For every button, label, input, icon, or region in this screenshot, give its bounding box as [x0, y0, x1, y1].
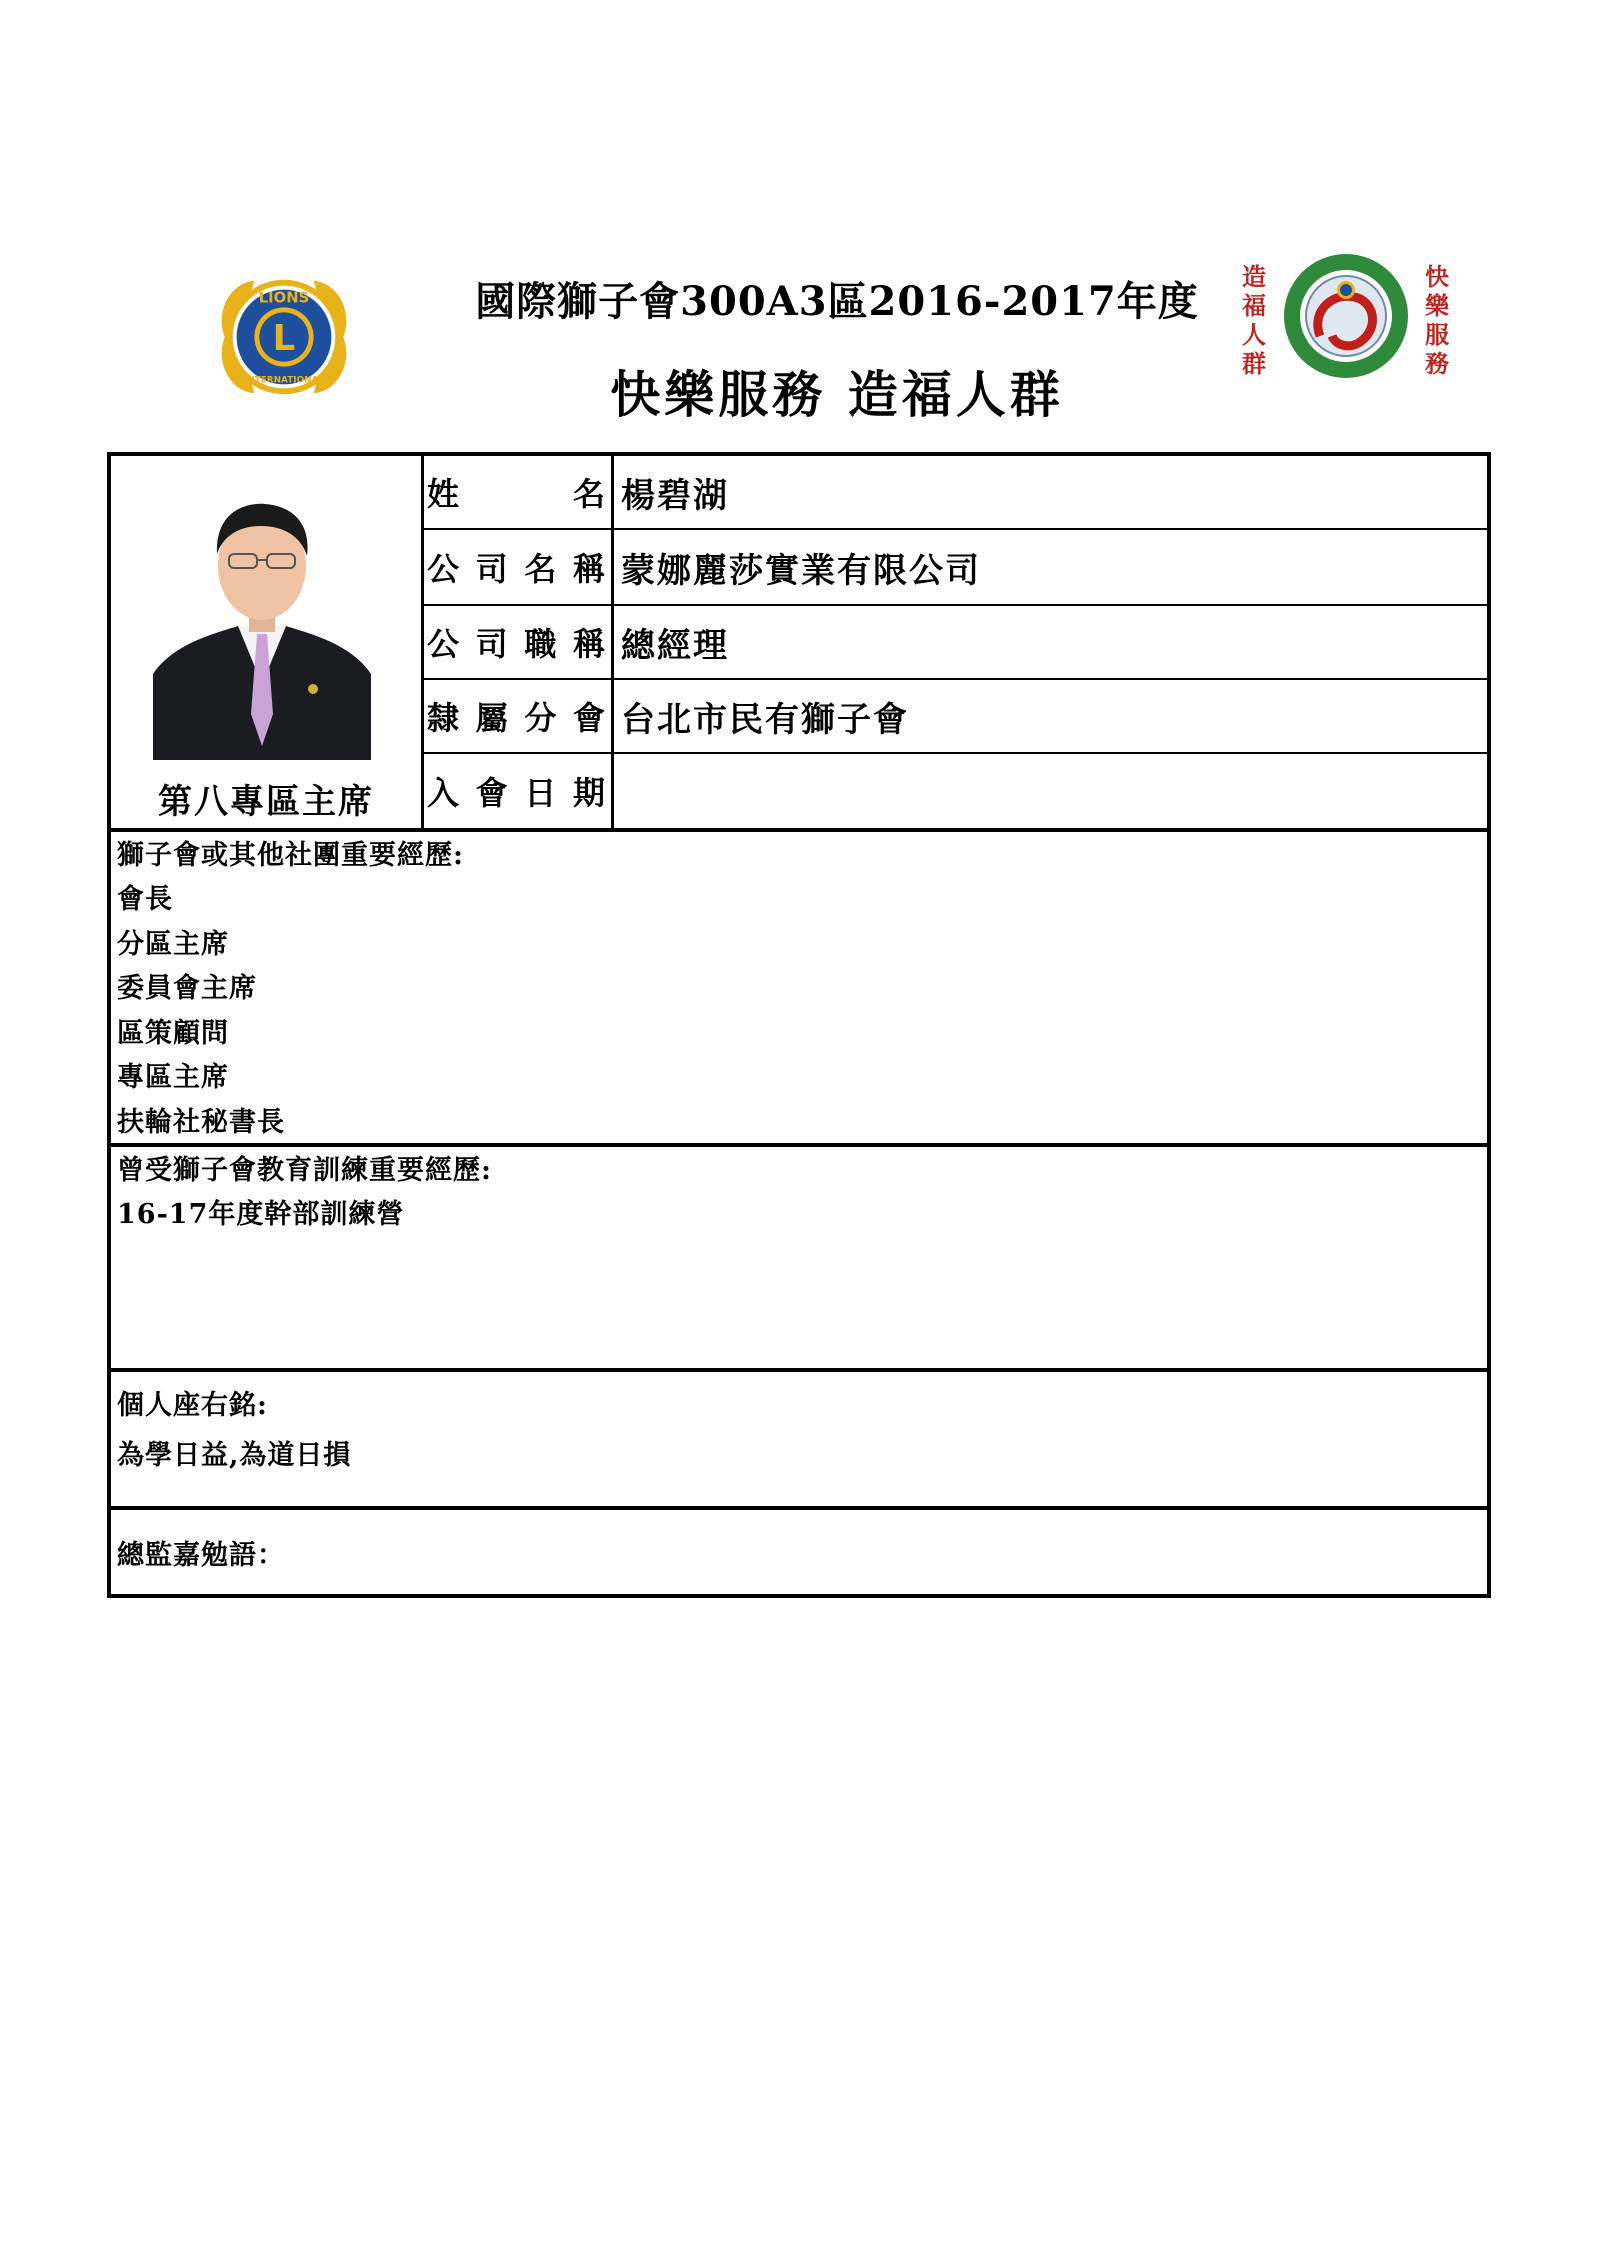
svg-text:INTERNATIONAL: INTERNATIONAL [243, 375, 325, 386]
list-item: 委員會主席 [117, 973, 257, 1004]
field-label-job-title: 公 司 職 稱 [421, 606, 614, 678]
field-label-company: 公 司 名 稱 [421, 530, 614, 604]
district-title: 國際獅子會300A3區2016-2017年度 [475, 278, 1199, 325]
training-title: 曾受獅子會教育訓練重要經歷: [117, 1155, 492, 1186]
field-value-job-title: 總經理 [621, 625, 729, 666]
page-header [0, 0, 1604, 440]
governor-remarks-section [111, 1506, 1487, 1598]
motto-title: 個人座右銘: [117, 1390, 268, 1421]
position-caption: 第八專區主席 [158, 782, 374, 822]
field-label-club: 隸 屬 分 會 [421, 680, 614, 752]
svg-text:L: L [272, 317, 296, 359]
field-value-name: 楊碧湖 [621, 475, 729, 516]
side-slogan-right: 快樂服務 [1425, 262, 1449, 378]
training-section [111, 1143, 1487, 1368]
field-label-join-date: 入 會 日 期 [421, 754, 614, 828]
member-photo [153, 484, 371, 760]
field-row-join-date [421, 754, 1487, 828]
governor-remarks-title: 總監嘉勉語： [117, 1540, 285, 1571]
field-row-name [421, 456, 1487, 530]
field-label-name: 姓 名 [421, 456, 614, 528]
motto-text: 為學日益,為道日損 [117, 1440, 352, 1471]
slogan-title: 快樂服務 造福人群 [610, 365, 1064, 424]
svg-text:LIONS: LIONS [258, 289, 310, 307]
field-value-company: 蒙娜麗莎實業有限公司 [621, 550, 981, 591]
field-row-company [421, 530, 1487, 606]
district-emblem-logo [1280, 250, 1412, 382]
field-row-job-title [421, 606, 1487, 680]
list-item: 區策顧問 [117, 1017, 229, 1049]
list-item: 專區主席 [117, 1062, 229, 1093]
side-slogan-left: 造福人群 [1242, 262, 1266, 378]
list-item: 16-17年度幹部訓練營 [117, 1199, 405, 1230]
list-item: 會長 [117, 884, 173, 915]
list-item: 分區主席 [117, 928, 229, 960]
member-profile-form [107, 452, 1491, 1598]
list-item: 扶輪社秘書長 [117, 1106, 285, 1138]
field-row-club [421, 680, 1487, 754]
field-value-club: 台北市民有獅子會 [621, 699, 909, 740]
experience-title: 獅子會或其他社團重要經歷: [117, 840, 464, 871]
photo-cell [111, 456, 424, 828]
motto-section [111, 1368, 1487, 1506]
experience-section [111, 828, 1487, 1143]
